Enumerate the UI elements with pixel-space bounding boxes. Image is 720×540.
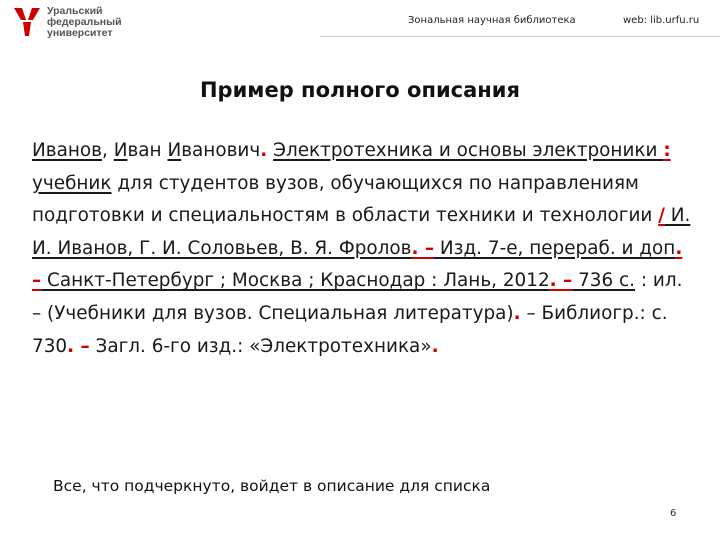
logo-line-1: Уральский [47, 5, 103, 17]
library-name: Зональная научная библиотека [408, 15, 576, 26]
citation-comma: , [101, 140, 114, 161]
library-website: web: lib.urfu.ru [623, 15, 700, 26]
header-divider [320, 36, 720, 37]
author-name-rest: ван [127, 140, 168, 161]
separator-dash-2: . – [32, 237, 683, 292]
author-patronymic-rest: ванович [181, 140, 261, 161]
author-initial-2: И [167, 140, 182, 161]
author-initial-1: И [113, 140, 128, 161]
publication-type: учебник [32, 172, 112, 194]
final-period: . [431, 335, 439, 357]
publication-info: Санкт-Петербург ; Москва ; Краснодар : Лань, 2012 [41, 270, 550, 292]
citation-example [32, 135, 692, 363]
underline-note: Все, что подчеркнуто, войдет в описание для списка [53, 477, 491, 495]
title-extra: для студентов вузов, обучающихся по направлениям подготовки и специальностям в области техники и технологии [32, 172, 659, 227]
slide-title: Пример полного описания [199, 78, 520, 102]
separator-dash-1: . – [411, 237, 435, 259]
title-colon: : [663, 140, 671, 161]
edition-statement: Изд. 7-е, перераб. и доп [434, 237, 676, 259]
university-name [47, 6, 122, 39]
page-count: 736 с. [572, 270, 636, 292]
title-note: Загл. 6-го изд.: «Электротехника» [89, 335, 432, 357]
author-period: . [260, 140, 268, 161]
university-logo [12, 6, 122, 39]
separator-dash-4: . – [67, 335, 90, 357]
responsibility-slash: / [658, 205, 665, 227]
urfu-emblem-icon [12, 6, 42, 38]
page-number: 6 [670, 508, 677, 519]
book-title: Электротехника и основы электроники [273, 140, 658, 161]
responsibility-statement: И. И. Иванов, Г. И. Соловьев, В. Я. Фролов [32, 205, 691, 259]
series-period: . [513, 302, 521, 324]
logo-line-3: университет [47, 27, 113, 39]
separator-dash-3: . – [549, 270, 573, 292]
illustrations-series: : ил. – (Учебники для вузов. Специальная литература) [32, 270, 683, 324]
author-surname: Иванов [32, 140, 102, 161]
bibliography-note: – Библиогр.: с. 730 [32, 302, 668, 357]
logo-line-2: федеральный [47, 16, 122, 28]
